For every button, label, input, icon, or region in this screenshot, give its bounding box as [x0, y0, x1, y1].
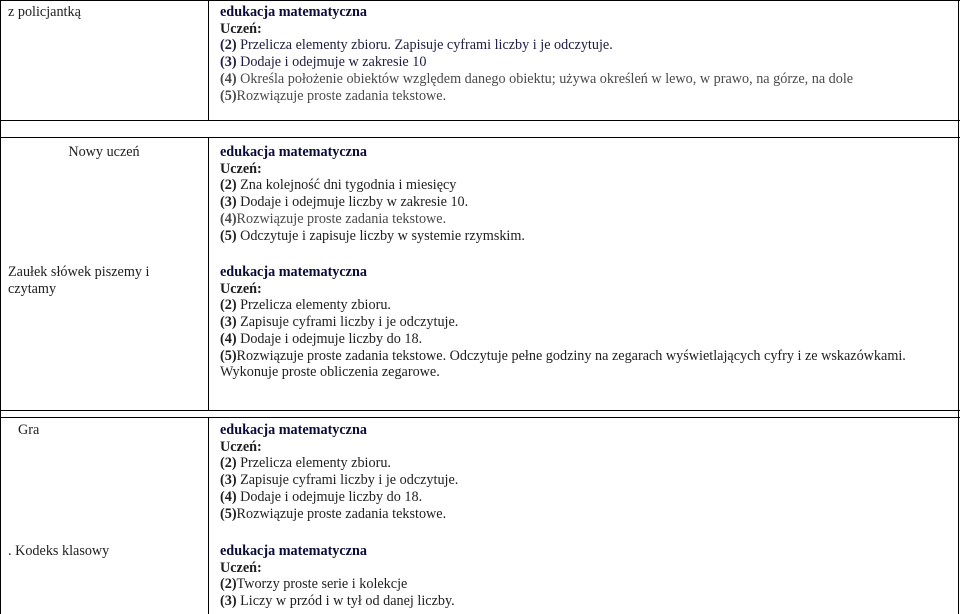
table-border-top: [0, 0, 960, 1]
subject-heading: edukacja matematyczna: [220, 264, 367, 280]
subject-heading: edukacja matematyczna: [220, 422, 367, 438]
requirement-line: (3) Dodaje i odejmuje liczby w zakresie 10.: [220, 194, 469, 211]
topic-label: czytamy: [8, 280, 57, 297]
requirement-line: (2)Tworzy proste serie i kolekcje: [220, 576, 408, 593]
requirement-line: (2) Zna kolejność dni tygodnia i miesięcy: [220, 177, 457, 194]
requirements-cell: [220, 144, 525, 244]
requirement-line: (3) Zapisuje cyframi liczby i je odczytuje.: [220, 314, 459, 331]
topic-cell: [18, 422, 39, 439]
table-border-right: [958, 0, 959, 614]
requirements-cell: [220, 543, 455, 610]
requirement-line: (3) Liczy w przód i w tył od danej liczby.: [220, 593, 455, 610]
topic-cell: [8, 4, 81, 21]
topic-label: Zaułek słówek piszemy i: [8, 264, 150, 280]
requirement-line: (3) Zapisuje cyframi liczby i je odczytuje.: [220, 472, 459, 489]
requirement-line: (4) Dodaje i odejmuje liczby do 18.: [220, 330, 423, 347]
requirements-cell: [220, 422, 458, 522]
column-divider: [208, 417, 209, 614]
row-divider: [0, 417, 960, 418]
requirement-line: Wykonuje proste obliczenia zegarowe.: [220, 364, 440, 381]
requirements-cell: [220, 4, 853, 104]
requirement-line: (2) Przelicza elementy zbioru. Zapisuje cyframi liczby i je odczytuje.: [220, 37, 613, 54]
requirement-line: (4) Dodaje i odejmuje liczby do 18.: [220, 488, 423, 505]
topic-cell: [8, 264, 149, 297]
requirement-line: (5)Rozwiązuje proste zadania tekstowe.: [220, 87, 447, 104]
student-label: Uczeń:: [220, 438, 262, 455]
topic-label: Nowy uczeń: [68, 144, 140, 160]
requirement-line: (2) Przelicza elementy zbioru.: [220, 297, 391, 314]
requirement-line: (3) Dodaje i odejmuje w zakresie 10: [220, 54, 427, 71]
requirement-line: (4) Określa położenie obiektów względem danego obiektu; używa określeń w lewo, w prawo, na górze, na dole: [220, 70, 854, 87]
topic-label: Gra: [18, 422, 40, 438]
requirement-line: (5)Rozwiązuje proste zadania tekstowe.: [220, 505, 447, 522]
row-divider: [0, 410, 960, 411]
requirements-cell: [220, 264, 906, 381]
column-divider: [208, 137, 209, 411]
topic-cell: [8, 543, 109, 560]
student-label: Uczeń:: [220, 280, 262, 297]
topic-label: z policjantką: [8, 4, 81, 20]
subject-heading: edukacja matematyczna: [220, 4, 367, 20]
subject-heading: edukacja matematyczna: [220, 144, 367, 160]
subject-heading: edukacja matematyczna: [220, 543, 367, 559]
topic-cell: [4, 144, 204, 161]
row-divider: [0, 137, 960, 138]
student-label: Uczeń:: [220, 160, 262, 177]
student-label: Uczeń:: [220, 20, 262, 37]
requirement-line: (5)Rozwiązuje proste zadania tekstowe. Odczytuje pełne godziny na zegarach wyświetlających cyfry i ze wskazówkami.: [220, 347, 906, 364]
table-border-left: [0, 0, 1, 614]
topic-label: . Kodeks klasowy: [8, 543, 110, 559]
requirement-line: (4)Rozwiązuje proste zadania tekstowe.: [220, 210, 447, 227]
requirement-line: (5) Odczytuje i zapisuje liczby w systemie rzymskim.: [220, 227, 525, 244]
column-divider: [208, 0, 209, 121]
student-label: Uczeń:: [220, 559, 262, 576]
requirement-line: (2) Przelicza elementy zbioru.: [220, 455, 391, 472]
row-divider: [0, 120, 960, 121]
